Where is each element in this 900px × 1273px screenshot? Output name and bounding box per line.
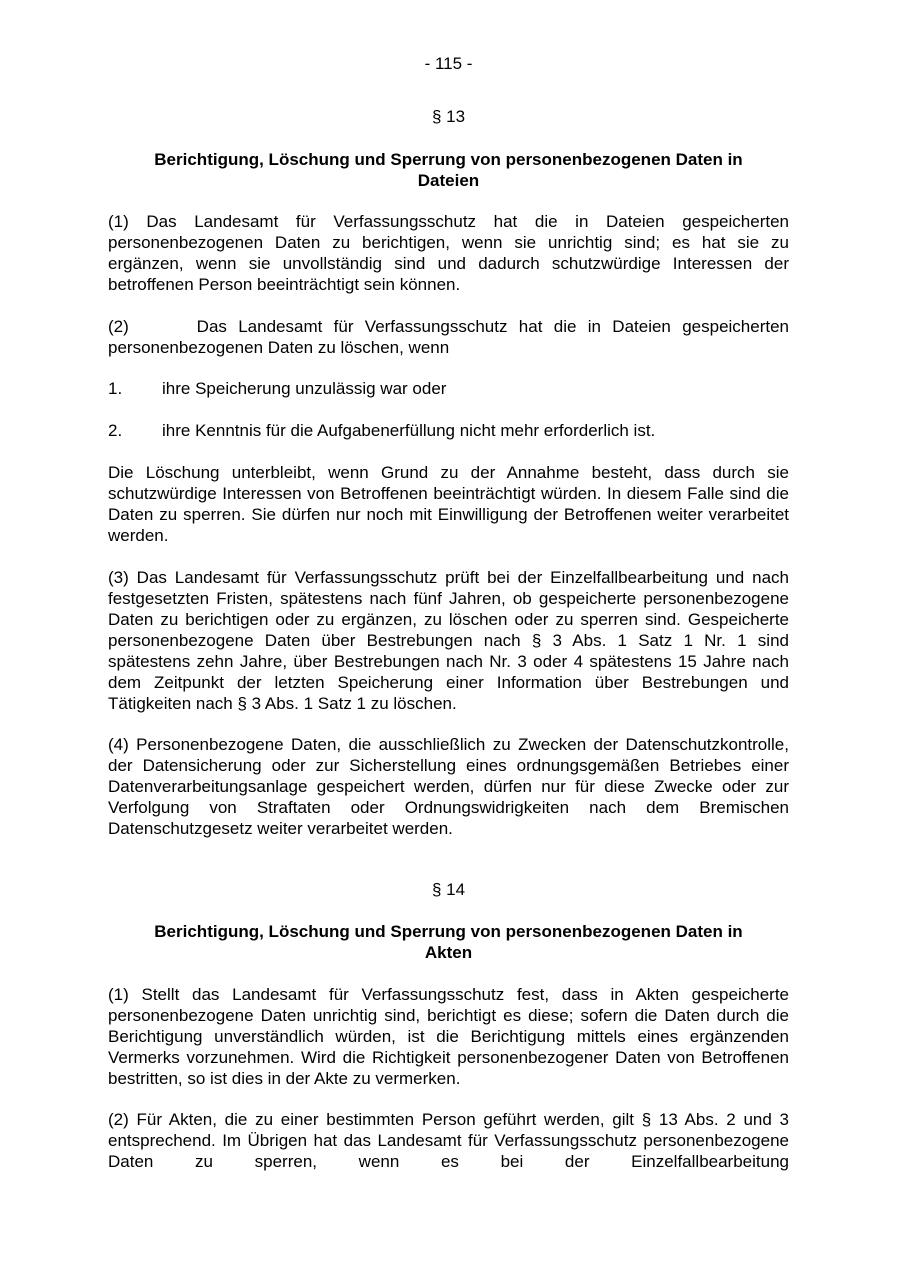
section-13-paragraph-4: (4) Personenbezogene Daten, die ausschließlich zu Zwecken der Datenschutzkontrolle, der Datensicherung oder zur Sicherstellung eines ordnungsgemäßen Betriebes einer Datenverarbeitungsanlage gespeichert werden, dürfen nur für diese Zwecke oder zur Verfolgung von Straftaten oder Ordnungswidrigkeiten nach dem Bremischen Datenschutzgesetz weiter verarbeitet werden. — [108, 735, 789, 838]
section-14-number: § 14 — [431, 880, 466, 899]
section-13-title: Berichtigung, Löschung und Sperrung von personenbezogenen Daten in Dateien — [154, 150, 743, 190]
section-13-paragraph-2: (2) Das Landesamt für Verfassungsschutz hat die in Dateien gespeicherten personenbezogenen Daten zu löschen, wenn — [108, 317, 794, 357]
list-item-number: 2. — [108, 421, 123, 440]
list-item-number: 1. — [108, 379, 123, 398]
list-item-text: ihre Speicherung unzulässig war oder — [162, 379, 447, 398]
section-14-paragraph-1: (1) Stellt das Landesamt für Verfassungsschutz fest, dass in Akten gespeicherte personenbezogene Daten unrichtig sind, berichtigt es diese; sofern die Daten durch die Berichtigung unverständlich würden, ist die Berichtigung mittels eines ergänzenden Vermerks vorzunehmen. Wird die Richtigkeit personenbezogener Daten von Betroffenen bestritten, so ist dies in der Akte zu vermerken. — [108, 985, 789, 1088]
list-item-text: ihre Kenntnis für die Aufgabenerfüllung nicht mehr erforderlich ist. — [162, 421, 656, 440]
section-13-paragraph-2b: Die Löschung unterbleibt, wenn Grund zu der Annahme besteht, dass durch sie schutzwürdige Interessen von Betroffenen beeinträchtigt würden. In diesem Falle sind die Daten zu sperren. Sie dürfen nur noch mit Einwilligung der Betroffenen weiter verarbeitet werden. — [108, 463, 789, 545]
document-page — [108, 53, 794, 1171]
section-13-number: § 13 — [431, 107, 466, 126]
section-13-paragraph-1: (1) Das Landesamt für Verfassungsschutz hat die in Dateien gespeicherten personenbezogenen Daten zu berichtigen, wenn sie unrichtig sind; es hat sie zu ergänzen, wenn sie unvollständig sind und dadurch schutzwürdige Interessen der betroffenen Person beeinträchtigt sein können. — [108, 212, 789, 294]
page-number: - 115 - — [424, 54, 473, 73]
section-14-paragraph-2: (2) Für Akten, die zu einer bestimmten Person geführt werden, gilt § 13 Abs. 2 und 3 entsprechend. Im Übrigen hat das Landesamt für Verfassungsschutz personenbezogene Daten zu sperren, wenn es bei der Einzelfallbearbeitung — [108, 1110, 789, 1171]
section-13-paragraph-3: (3) Das Landesamt für Verfassungsschutz prüft bei der Einzelfallbearbeitung und nach festgesetzten Fristen, spätestens nach fünf Jahren, ob gespeicherte personenbezogene Daten zu berichtigen oder zu ergänzen, zu löschen oder zu sperren sind. Gespeicherte personenbezogene Daten über Bestrebungen nach § 3 Abs. 1 Satz 1 Nr. 1 sind spätestens zehn Jahre, über Bestrebungen nach Nr. 3 oder 4 spätestens 15 Jahre nach dem Zeitpunkt der letzten Speicherung einer Information über Bestrebungen und Tätigkeiten nach § 3 Abs. 1 Satz 1 zu löschen. — [108, 568, 789, 713]
section-14-title: Berichtigung, Löschung und Sperrung von personenbezogenen Daten in Akten — [154, 922, 743, 962]
